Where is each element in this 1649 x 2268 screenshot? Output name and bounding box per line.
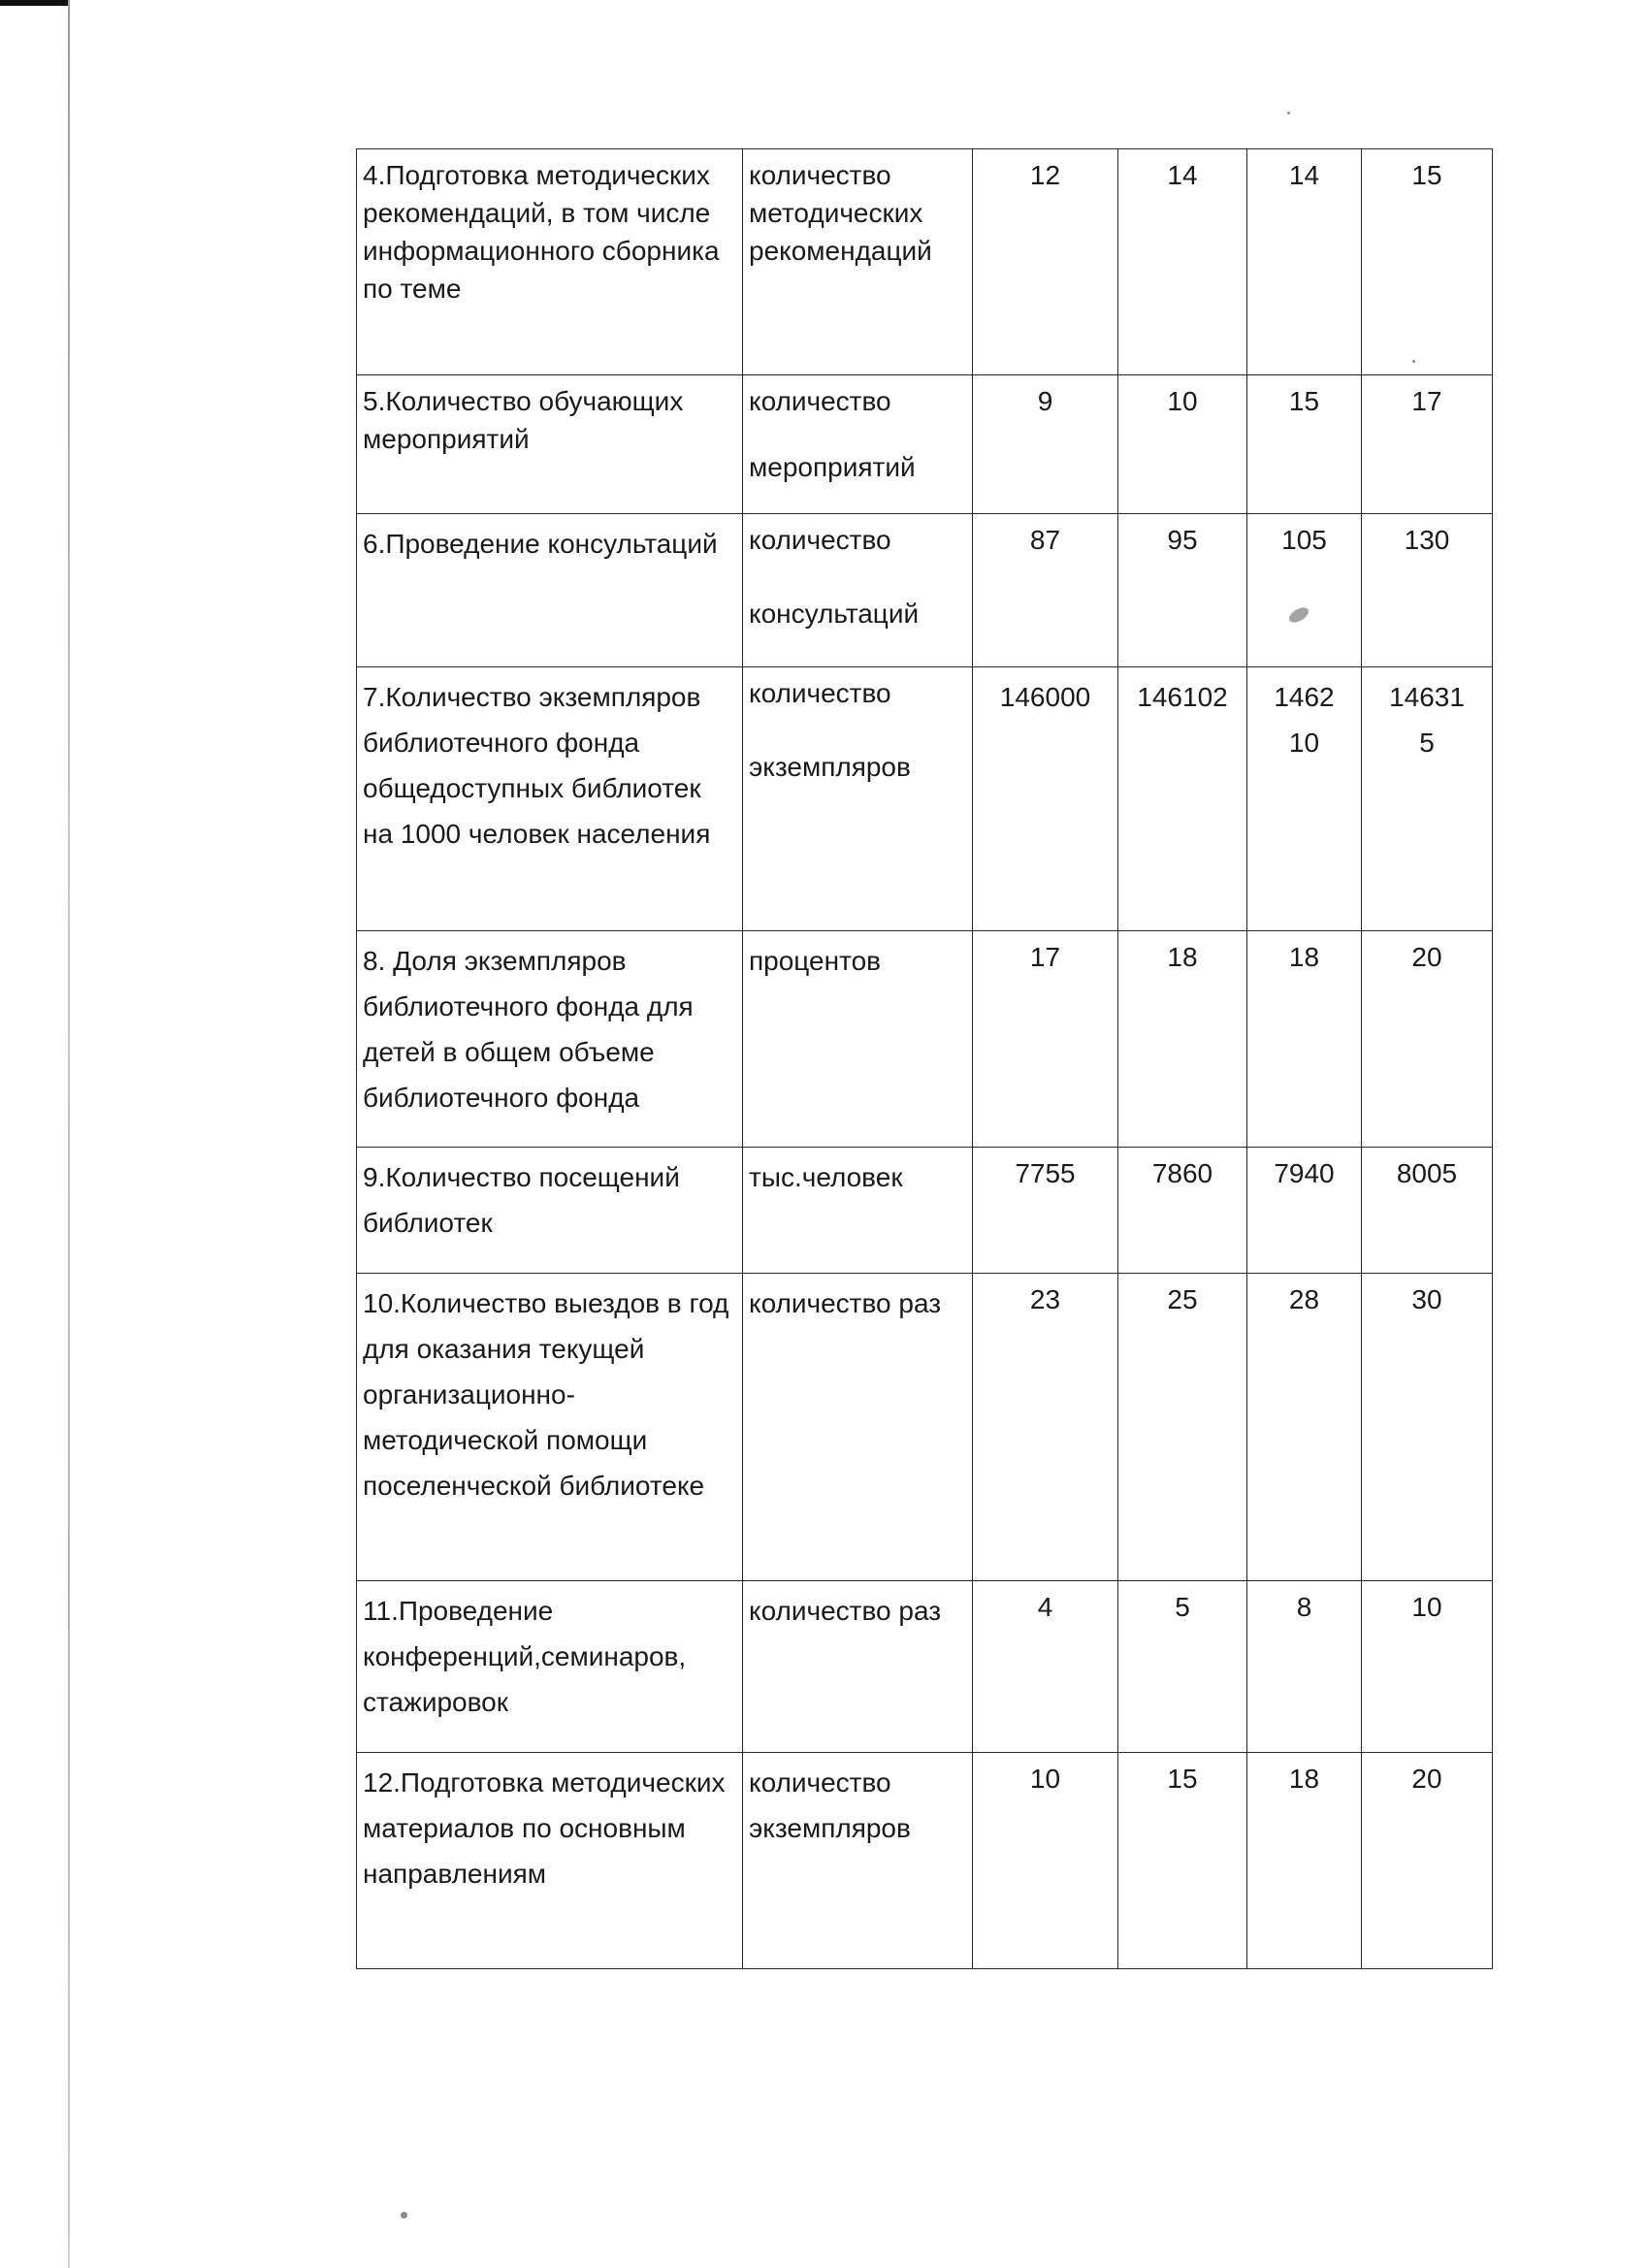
indicator-cell xyxy=(357,149,743,375)
value-text: 18 xyxy=(1288,1764,1320,1794)
unit-text: количество мероприятий xyxy=(749,386,916,482)
value-text: 20 xyxy=(1411,942,1442,972)
indicator-cell xyxy=(357,1753,743,1969)
unit-cell xyxy=(743,1581,973,1753)
value-text: 8 xyxy=(1296,1592,1312,1622)
value-text: 10 xyxy=(1029,1764,1061,1794)
value-cell xyxy=(1362,667,1493,931)
value-text: 130 xyxy=(1404,525,1450,555)
value-cell xyxy=(1247,375,1362,514)
indicator-cell xyxy=(357,1274,743,1581)
indicator-cell xyxy=(357,1148,743,1274)
value-text: 8005 xyxy=(1396,1158,1458,1188)
indicator-text: 7.Количество экземпляров библиотечного фонда общедоступных библиотек на 1000 человек населения xyxy=(363,682,711,849)
value-cell xyxy=(973,1274,1118,1581)
indicator-text: 9.Количество посещений библиотек xyxy=(363,1162,680,1238)
value-text: 146102 xyxy=(1137,682,1228,712)
value-text: 9 xyxy=(1037,386,1053,416)
value-text: 17 xyxy=(1411,386,1442,416)
value-cell xyxy=(1118,514,1247,667)
value-cell xyxy=(1118,1274,1247,1581)
value-cell xyxy=(1118,1581,1247,1753)
value-text: 105 xyxy=(1281,525,1327,555)
value-text: 7940 xyxy=(1274,1158,1335,1188)
scan-speck xyxy=(401,2212,407,2219)
unit-cell xyxy=(743,1148,973,1274)
value-cell xyxy=(973,1753,1118,1969)
value-text: 20 xyxy=(1411,1764,1442,1794)
value-cell xyxy=(973,1581,1118,1753)
unit-text: количество консультаций xyxy=(749,525,920,629)
value-cell xyxy=(1362,1274,1493,1581)
value-cell xyxy=(1362,1148,1493,1274)
value-text: 14 xyxy=(1288,160,1320,190)
table-row xyxy=(357,514,1493,667)
indicator-text: 5.Количество обучающих мероприятий xyxy=(363,386,684,454)
value-cell xyxy=(1247,1753,1362,1969)
value-cell xyxy=(1247,1274,1362,1581)
indicator-cell xyxy=(357,667,743,931)
indicator-text: 8. Доля экземпляров библиотечного фонда для детей в общем объеме библиотечного фонда xyxy=(363,946,694,1113)
value-cell xyxy=(1362,149,1493,375)
value-cell xyxy=(1247,149,1362,375)
unit-cell xyxy=(743,375,973,514)
unit-text: количество раз xyxy=(749,1596,942,1626)
value-text: 15 xyxy=(1167,1764,1198,1794)
value-text: 15 xyxy=(1411,160,1442,190)
value-text: 14 xyxy=(1167,160,1198,190)
unit-cell xyxy=(743,931,973,1148)
value-text: 28 xyxy=(1288,1284,1320,1314)
unit-text: тыс.человек xyxy=(749,1162,903,1192)
value-text: 146000 xyxy=(999,682,1091,712)
value-cell xyxy=(1362,1581,1493,1753)
value-text: 7860 xyxy=(1151,1158,1213,1188)
unit-text: количество методических рекомендаций xyxy=(749,160,932,266)
value-cell xyxy=(973,931,1118,1148)
value-text: 14631 5 xyxy=(1389,682,1465,758)
value-text: 87 xyxy=(1029,525,1061,555)
table-row xyxy=(357,1274,1493,1581)
value-text: 7755 xyxy=(1015,1158,1076,1188)
table-row xyxy=(357,931,1493,1148)
value-text: 1462 10 xyxy=(1274,682,1335,758)
value-cell xyxy=(1118,1753,1247,1969)
value-text: 18 xyxy=(1167,942,1198,972)
unit-text: процентов xyxy=(749,946,882,976)
value-text: 25 xyxy=(1167,1284,1198,1314)
indicator-text: 11.Проведение конференций,семинаров, стажировок xyxy=(363,1596,687,1717)
scan-left-edge xyxy=(68,0,70,2268)
table-row xyxy=(357,667,1493,931)
value-text: 17 xyxy=(1029,942,1061,972)
value-cell xyxy=(1362,375,1493,514)
value-text: 15 xyxy=(1288,386,1320,416)
value-text: 18 xyxy=(1288,942,1320,972)
value-cell xyxy=(1247,667,1362,931)
unit-text: количество экземпляров xyxy=(749,678,911,782)
value-cell xyxy=(1247,1581,1362,1753)
value-text: 10 xyxy=(1411,1592,1442,1622)
value-cell xyxy=(1247,931,1362,1148)
value-cell xyxy=(973,375,1118,514)
value-cell xyxy=(973,1148,1118,1274)
scan-speck xyxy=(1287,112,1290,114)
indicator-text: 10.Количество выездов в год для оказания текущей организационно-методической помощи поселенческой библиотеке xyxy=(363,1288,729,1501)
scan-corner-mark xyxy=(0,0,68,6)
value-cell xyxy=(973,149,1118,375)
indicator-cell xyxy=(357,1581,743,1753)
unit-cell xyxy=(743,149,973,375)
value-cell xyxy=(1118,667,1247,931)
value-text: 4 xyxy=(1037,1592,1053,1622)
indicator-cell xyxy=(357,375,743,514)
value-cell xyxy=(1362,1753,1493,1969)
value-cell xyxy=(1247,514,1362,667)
indicator-text: 4.Подготовка методических рекомендаций, в том числе информационного сборника по теме xyxy=(363,160,720,304)
unit-text: количество экземпляров xyxy=(749,1767,911,1843)
table-row xyxy=(357,149,1493,375)
table-row xyxy=(357,1581,1493,1753)
indicator-cell xyxy=(357,931,743,1148)
table-row xyxy=(357,375,1493,514)
value-text: 5 xyxy=(1175,1592,1190,1622)
value-text: 23 xyxy=(1029,1284,1061,1314)
value-cell xyxy=(1118,375,1247,514)
indicators-table xyxy=(356,148,1493,1969)
value-cell xyxy=(1362,514,1493,667)
value-cell xyxy=(1362,931,1493,1148)
unit-cell xyxy=(743,514,973,667)
indicator-cell xyxy=(357,514,743,667)
indicator-text: 12.Подготовка методических материалов по основным направлениям xyxy=(363,1767,726,1889)
table-row xyxy=(357,1753,1493,1969)
unit-cell xyxy=(743,667,973,931)
value-cell xyxy=(973,667,1118,931)
value-text: 30 xyxy=(1411,1284,1442,1314)
value-cell xyxy=(1118,1148,1247,1274)
value-cell xyxy=(1118,149,1247,375)
unit-cell xyxy=(743,1274,973,1581)
value-text: 12 xyxy=(1029,160,1061,190)
unit-cell xyxy=(743,1753,973,1969)
value-text: 10 xyxy=(1167,386,1198,416)
value-cell xyxy=(973,514,1118,667)
table-row xyxy=(357,1148,1493,1274)
value-cell xyxy=(1118,931,1247,1148)
indicator-text: 6.Проведение консультаций xyxy=(363,529,718,559)
value-text: 95 xyxy=(1167,525,1198,555)
value-cell xyxy=(1247,1148,1362,1274)
unit-text: количество раз xyxy=(749,1288,942,1318)
